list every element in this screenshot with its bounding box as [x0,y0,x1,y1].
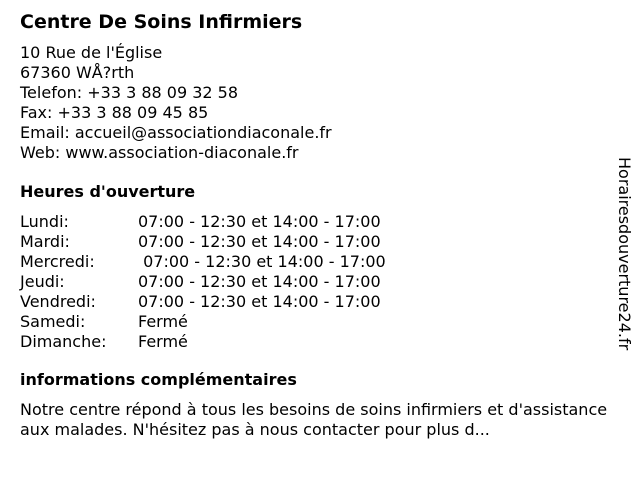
site-watermark [610,136,638,372]
day-label: Lundi: [20,212,69,231]
day-hours: 07:00 - 12:30 et 14:00 - 17:00 [138,232,381,251]
day-label: Vendredi: [20,292,96,311]
email-address: Email: accueil@associationdiaconale.fr [20,123,332,142]
hours-row-monday [20,212,610,232]
website-address: Web: www.association-diaconale.fr [20,143,299,162]
opening-hours-heading: Heures d'ouverture [20,182,196,201]
opening-hours-table [20,212,610,352]
day-hours: Fermé [138,332,188,351]
day-label: Mardi: [20,232,70,251]
fax-number: Fax: +33 3 88 09 45 85 [20,103,209,122]
contact-details [20,43,610,163]
street-address: 10 Rue de l'Église [20,43,163,62]
additional-info-text: Notre centre répond à tous les besoins de soins infirmiers et d'assistance aux malades. N'hésitez pas à nous contacter pour plus d... [20,400,608,439]
business-card [20,8,610,440]
hours-row-saturday [20,312,610,332]
additional-info-heading: informations complémentaires [20,370,297,389]
business-name: Centre De Soins Infirmiers [20,11,303,33]
hours-row-wednesday [20,252,610,272]
day-hours: 07:00 - 12:30 et 14:00 - 17:00 [138,212,381,231]
city-postal-code: 67360 WÅ?rth [20,63,135,82]
hours-row-friday [20,292,610,312]
hours-row-thursday [20,272,610,292]
day-hours: 07:00 - 12:30 et 14:00 - 17:00 [138,252,386,271]
phone-number: Telefon: +33 3 88 09 32 58 [20,83,239,102]
hours-row-tuesday [20,232,610,252]
watermark-text: Horairesdouverture24.fr [615,157,634,351]
day-hours: Fermé [138,312,188,331]
hours-row-sunday [20,332,610,352]
day-label: Dimanche: [20,332,107,351]
day-hours: 07:00 - 12:30 et 14:00 - 17:00 [138,292,381,311]
day-label: Mercredi: [20,252,95,271]
day-label: Samedi: [20,312,86,331]
day-hours: 07:00 - 12:30 et 14:00 - 17:00 [138,272,381,291]
day-label: Jeudi: [20,272,65,291]
